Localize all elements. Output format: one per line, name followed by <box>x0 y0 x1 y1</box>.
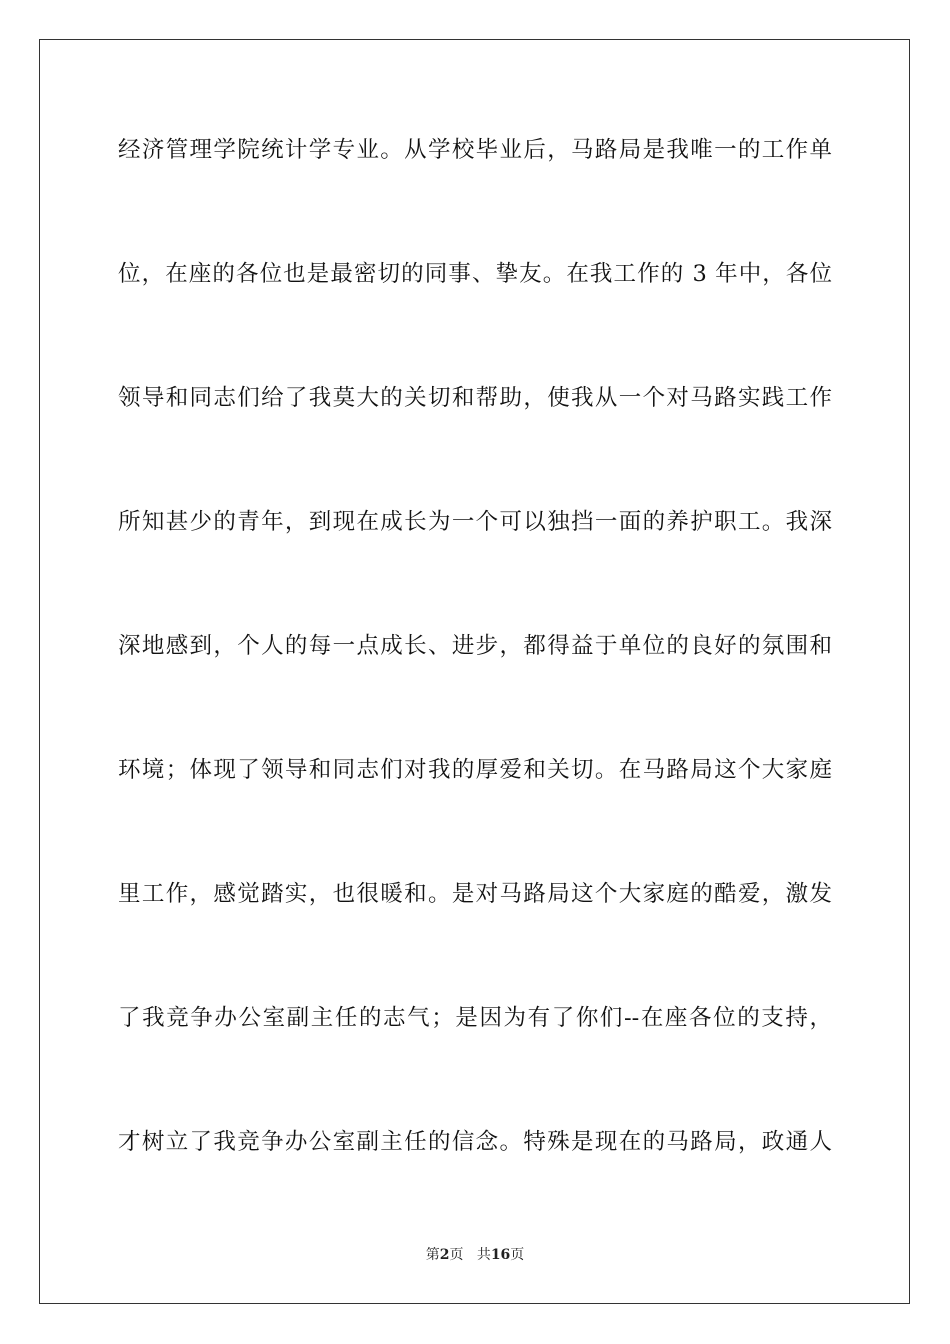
footer-page-suffix: 页 <box>449 1247 464 1263</box>
text-line: 里工作，感觉踏实，也很暖和。是对马路局这个大家庭的酷爱，激发 <box>118 881 832 907</box>
footer-total-prefix: 共 <box>476 1247 491 1263</box>
footer-page-number: 2 <box>439 1247 450 1263</box>
text-line: 所知甚少的青年，到现在成长为一个可以独挡一面的养护职工。我深 <box>118 509 832 535</box>
text-line: 领导和同志们给了我莫大的关切和帮助，使我从一个对马路实践工作 <box>118 385 832 411</box>
footer-total-suffix: 页 <box>510 1247 525 1263</box>
page-frame <box>39 39 910 1304</box>
text-line: 深地感到，个人的每一点成长、进步，都得益于单位的良好的氛围和 <box>118 633 832 659</box>
page-footer <box>0 1245 950 1265</box>
footer-prefix: 第 <box>425 1247 440 1263</box>
text-line: 了我竞争办公室副主任的志气；是因为有了你们--在座各位的支持， <box>118 1005 832 1031</box>
text-line: 环境；体现了领导和同志们对我的厚爱和关切。在马路局这个大家庭 <box>118 757 832 783</box>
text-line: 位，在座的各位也是最密切的同事、挚友。在我工作的 3 年中，各位 <box>118 261 832 287</box>
text-line: 才树立了我竞争办公室副主任的信念。特殊是现在的马路局，政通人 <box>118 1129 832 1155</box>
footer-total-pages: 16 <box>490 1247 511 1263</box>
text-line: 经济管理学院统计学专业。从学校毕业后，马路局是我唯一的工作单 <box>118 137 832 163</box>
